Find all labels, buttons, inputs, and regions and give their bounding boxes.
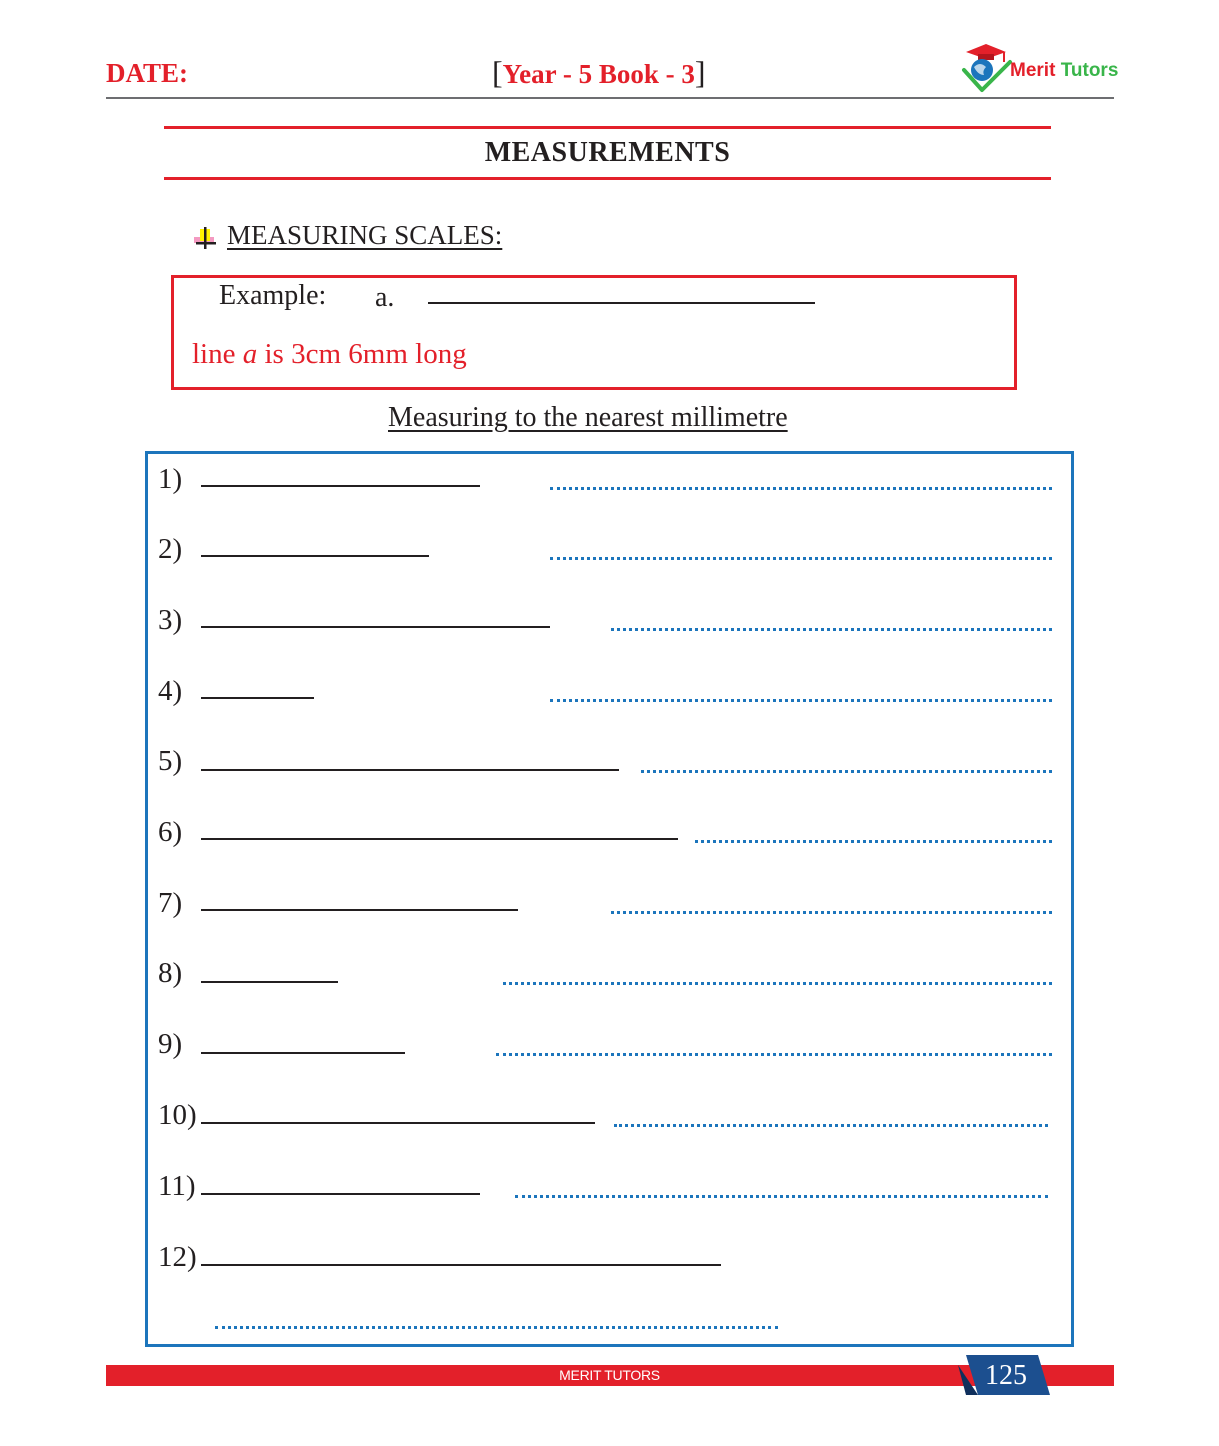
logo-text: [1010, 60, 1118, 82]
title-top-rule: [164, 126, 1051, 129]
answer-dotted-line[interactable]: [611, 628, 1052, 631]
globe-icon: [971, 59, 993, 81]
question-line: [201, 981, 338, 983]
question-line: [201, 697, 314, 699]
answer-dotted-line[interactable]: [695, 840, 1052, 843]
question-number: 11): [158, 1170, 196, 1202]
question-line: [201, 1052, 405, 1054]
question-number: 8): [158, 957, 183, 989]
question-line: [201, 1193, 480, 1195]
header-divider: [106, 97, 1114, 99]
answer-dotted-line[interactable]: [641, 770, 1052, 773]
title-bottom-rule: [164, 177, 1051, 180]
example-answer-suffix: is 3cm 6mm long: [257, 338, 467, 370]
example-line: [428, 302, 815, 304]
answer-dotted-line[interactable]: [550, 557, 1052, 560]
answer-dotted-line[interactable]: [515, 1195, 1048, 1198]
example-answer-variable: a: [242, 338, 258, 370]
bullet-icon: [192, 225, 218, 251]
question-number: 10): [158, 1099, 197, 1131]
example-label: Example:: [219, 280, 327, 311]
question-line: [201, 485, 480, 487]
answer-dotted-line[interactable]: [215, 1326, 778, 1329]
question-line: [201, 555, 429, 557]
question-number: 3): [158, 604, 183, 636]
question-line: [201, 838, 678, 840]
question-line: [201, 909, 518, 911]
graduation-cap-icon: [966, 44, 1006, 62]
answer-dotted-line[interactable]: [496, 1053, 1052, 1056]
example-answer-prefix: line: [192, 338, 243, 370]
right-bracket: ]: [694, 54, 706, 90]
question-line: [201, 769, 619, 771]
date-label: DATE:: [106, 58, 189, 88]
book-title: [492, 54, 706, 91]
sub-heading: Measuring to the nearest millimetre: [388, 402, 788, 433]
question-number: 5): [158, 745, 183, 777]
answer-dotted-line[interactable]: [550, 487, 1052, 490]
question-number: 6): [158, 816, 183, 848]
answer-dotted-line[interactable]: [611, 911, 1052, 914]
answer-dotted-line[interactable]: [503, 982, 1052, 985]
example-answer: [192, 338, 467, 371]
page-number: 125: [985, 1360, 1027, 1391]
question-line: [201, 1122, 595, 1124]
footer-brand: MERIT TUTORS: [559, 1367, 660, 1383]
logo-word-merit: Merit: [1010, 60, 1056, 81]
answer-dotted-line[interactable]: [614, 1124, 1048, 1127]
question-number: 9): [158, 1028, 183, 1060]
question-line: [201, 1264, 721, 1266]
question-line: [201, 626, 550, 628]
question-number: 12): [158, 1241, 197, 1273]
example-item-label: a.: [375, 282, 395, 313]
question-number: 7): [158, 887, 183, 919]
left-bracket: [: [492, 54, 503, 90]
page-title: MEASUREMENTS: [484, 137, 731, 168]
question-number: 4): [158, 675, 183, 707]
question-number: 2): [158, 533, 183, 565]
book-title-text: Year - 5 Book - 3: [502, 59, 695, 89]
question-number: 1): [158, 463, 183, 495]
questions-box: [145, 451, 1074, 1347]
logo-word-tutors: Tutors: [1060, 60, 1119, 81]
section-heading: MEASURING SCALES:: [227, 220, 503, 250]
answer-dotted-line[interactable]: [550, 699, 1052, 702]
